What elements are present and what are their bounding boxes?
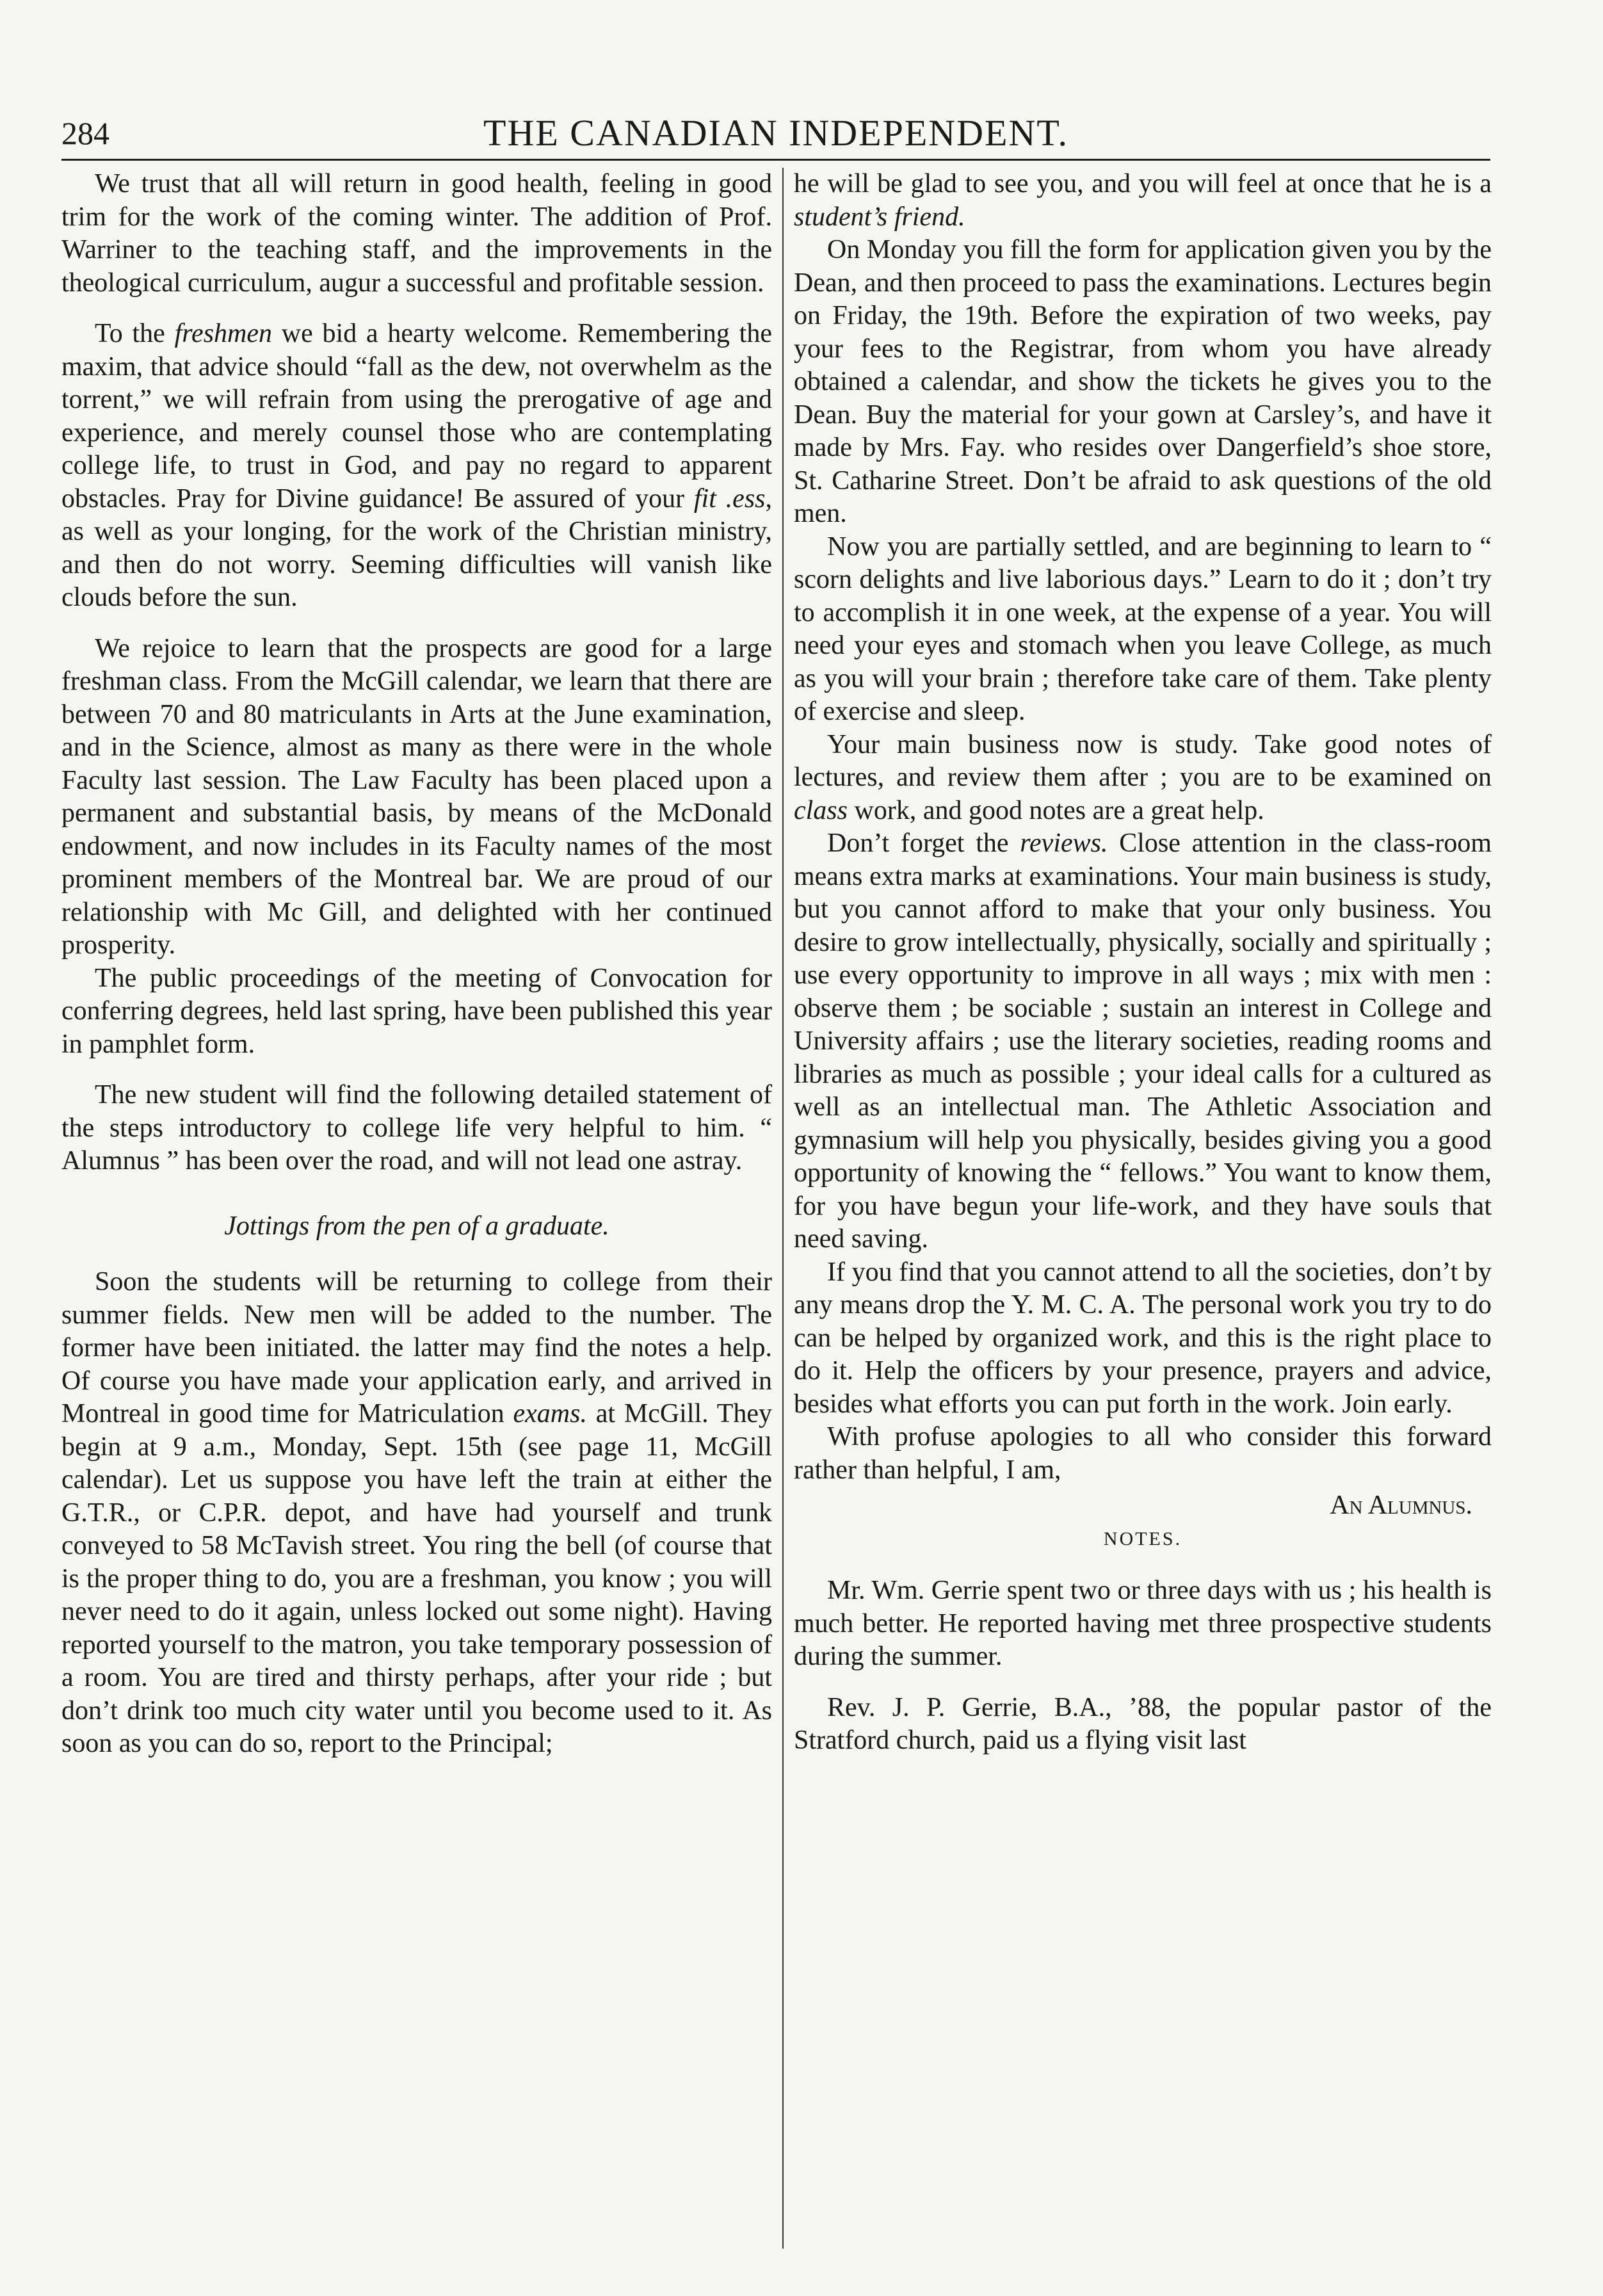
page-number: 284	[61, 115, 109, 151]
paragraph: Now you are partially settled, and are beginning to learn to “ scorn delights and live laborious days.” Learn to do it ; don’t try to accomplish it in one week, at the expense of a year. You will need your eyes and stomach when you leave College, as much as you will your brain ; therefore take care of them. Take plenty of exercise and sleep.	[794, 531, 1492, 726]
note-paragraph: Mr. Wm. Gerrie spent two or three days with us ; his health is much better. He reported having met three prospective students during the summer.	[794, 1576, 1492, 1671]
page-header	[61, 108, 1490, 159]
paragraph: Your main business now is study. Take good notes of lectures, and review them after ; you are to be examined on class work, and good notes are a great help.	[794, 729, 1492, 825]
right-column	[794, 168, 1492, 2249]
signature: An Alumnus.	[1330, 1491, 1472, 1520]
paragraph: The public proceedings of the meeting of Convocation for conferring degrees, held last spring, have been published this year in pamphlet form.	[61, 963, 772, 1059]
paragraph: With profuse apologies to all who consider this forward rather than helpful, I am,	[794, 1422, 1492, 1485]
notes-heading: NOTES.	[1103, 1528, 1182, 1549]
section-heading: Jottings from the pen of a graduate.	[224, 1211, 609, 1241]
paragraph: Soon the students will be returning to college from their summer fields. New men will be added to the number. The former have been initiated. the latter may find the notes a help. Of course you have made your application early, and arrived in Montreal in good time for Matriculation exams. at McGill. They begin at 9 a.m., Monday, Sept. 15th (see page 11, McGill calendar). Let us suppose you have left the train at either the G.T.R., or C.P.R. depot, and have had yourself and trunk conveyed to 58 McTavish street. You ring the bell (of course that is the proper thing to do, you are a freshman, you know ; you will never need to do it again, unless locked out some night). Having reported yourself to the matron, you take temporary possession of a room. You are tired and thirsty perhaps, after your ride ; but don’t drink too much city water until you become used to it. As soon as you can do so, report to the Principal;	[61, 1267, 772, 1758]
column-divider	[782, 168, 784, 2249]
paragraph: We trust that all will return in good health, feeling in good trim for the work of the coming winter. The addition of Prof. Warriner to the teaching staff, and the improvements in the theological curriculum, augur a successful and profitable session.	[61, 169, 772, 298]
paragraph: To the freshmen we bid a hearty welcome. Remembering the maxim, that advice should “fall as the dew, not overwhelm as the torrent,” we will refrain from using the prerogative of age and experience, and merely counsel those who are contemplating college life, to trust in God, and pay no regard to apparent obstacles. Pray for Divine guidance! Be assured of your fit .ess, as well as your longing, for the work of the Christian ministry, and then do not worry. Seeming difficulties will vanish like clouds before the sun.	[61, 319, 772, 612]
note-paragraph: Rev. J. P. Gerrie, B.A., ’88, the popular pastor of the Stratford church, paid us a flying visit last	[794, 1692, 1492, 1755]
left-column	[61, 168, 772, 2249]
journal-title: THE CANADIAN INDEPENDENT.	[483, 112, 1068, 154]
paragraph: The new student will find the following detailed statement of the steps introductory to college life very helpful to him. “ Alumnus ” has been over the road, and will not lead one astray.	[61, 1080, 772, 1176]
header-rule	[61, 159, 1490, 161]
paragraph: Don’t forget the reviews. Close attention in the class-room means extra marks at examinations. Your main business is study, but you cannot afford to make that your only business. You desire to grow intellectually, physically, socially and spiritually ; use every opportunity to improve in all ways ; mix with men : observe them ; be sociable ; sustain an interest in College and University affairs ; use the literary societies, reading rooms and libraries as much as possible ; your ideal calls for a cultured as well as an intellectual man. The Athletic Association and gymnasium will help you physically, besides giving you a good opportunity of knowing the “ fellows.” You want to know them, for you have begun your life-work, and they have souls that need saving.	[794, 829, 1492, 1254]
paragraph: he will be glad to see you, and you will feel at once that he is a student’s friend.	[794, 169, 1492, 232]
paragraph: We rejoice to learn that the prospects are good for a large freshman class. From the McGill calendar, we learn that there are between 70 and 80 matriculants in Arts at the June examination, and in the Science, almost as many as there were in the whole Faculty last session. The Law Faculty has been placed upon a permanent and substantial basis, by means of the McDonald endowment, and now includes in its Faculty names of the most prominent members of the Montreal bar. We are proud of our relationship with Mc Gill, and delighted with her continued prosperity.	[61, 633, 772, 960]
paragraph: If you find that you cannot attend to all the societies, don’t by any means drop the Y. M. C. A. The personal work you try to do can be helped by organized work, and this is the right place to do it. Help the officers by your presence, prayers and advice, besides what efforts you can put forth in the work. Join early.	[794, 1257, 1492, 1419]
paragraph: On Monday you fill the form for application given you by the Dean, and then proceed to pass the examinations. Lectures begin on Friday, the 19th. Before the expiration of two weeks, pay your fees to the Registrar, from whom you have already obtained a calendar, and show the tickets he gives you to the Dean. Buy the material for your gown at Carsley’s, and have it made by Mrs. Fay. who resides over Dangerfield’s shoe store, St. Catharine Street. Don’t be afraid to ask questions of the old men.	[794, 235, 1492, 528]
